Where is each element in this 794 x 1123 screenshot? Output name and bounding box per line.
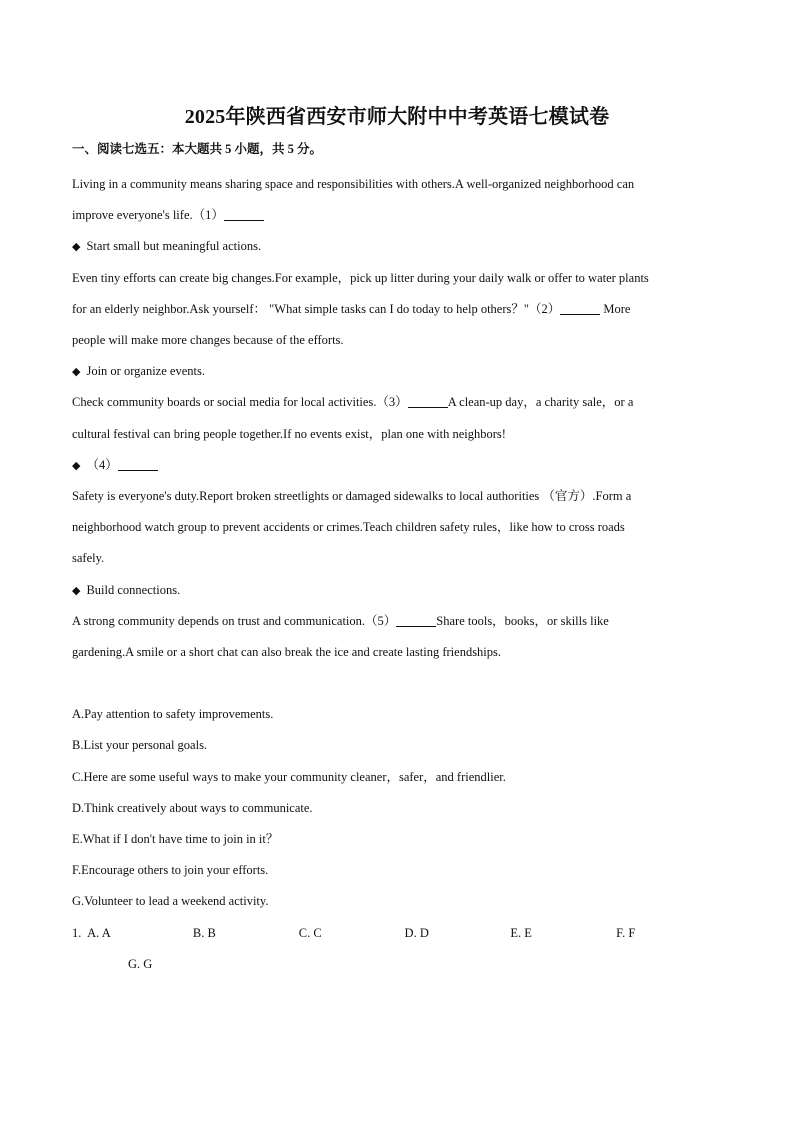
passage-line [72, 606, 722, 637]
passage-text: improve everyone's life.（1） [72, 208, 224, 223]
passage-line [72, 387, 722, 418]
page-title: 2025年陕西省西安市师大附中中考英语七模试卷 [184, 106, 610, 128]
passage-line: Even tiny efforts can create big changes.For example，pick up litter during your daily walk or offer to water plants [72, 270, 649, 285]
passage-line: gardening.A smile or a short chat can also break the ice and create lasting friendships. [72, 645, 502, 660]
spacer [72, 668, 722, 699]
subheading-text: Start small but meaningful actions. [86, 239, 262, 254]
subheading-text: （4） [86, 457, 118, 472]
document-page [72, 100, 722, 980]
subheading-text: Build connections. [86, 582, 181, 597]
passage-line [72, 200, 722, 231]
passage-text: More [600, 301, 631, 316]
subheading-4 [72, 575, 722, 606]
passage-line [72, 294, 722, 325]
passage-line: people will make more changes because of the efforts. [72, 333, 344, 348]
choice-f[interactable]: F. F [616, 925, 636, 940]
passage-line: cultural festival can bring people together.If no events exist，plan one with neighbors! [72, 426, 506, 441]
answer-blank-1 [224, 206, 264, 221]
choice-a[interactable]: A. A [87, 925, 111, 940]
option-c: C.Here are some useful ways to make your community cleaner，safer，and friendlier. [72, 769, 506, 784]
diamond-bullet-icon: ◆ [72, 365, 81, 379]
option-a: A.Pay attention to safety improvements. [72, 707, 274, 722]
passage-text: A clean-up day，a charity sale，or a [447, 395, 634, 410]
passage-line: Safety is everyone's duty.Report broken streetlights or damaged sidewalks to local authorities （官方）.Form a [72, 489, 632, 504]
answer-blank-5 [396, 612, 436, 627]
choice-g[interactable]: G. G [128, 956, 153, 971]
passage-line: safely. [72, 551, 105, 566]
question-1-choices [72, 918, 722, 949]
reading-passage [72, 169, 722, 668]
answer-blank-2 [560, 300, 600, 315]
option-e: E.What if I don't have time to join in it？ [72, 832, 279, 847]
section-heading: 一、阅读七选五：本大题共 5 小题，共 5 分。 [72, 142, 323, 156]
question-number: 1. [72, 925, 82, 940]
subheading-3 [72, 450, 722, 481]
diamond-bullet-icon: ◆ [72, 458, 81, 472]
option-b: B.List your personal goals. [72, 738, 208, 753]
passage-text: Share tools，books，or skills like [436, 613, 609, 628]
passage-text: for an elderly neighbor.Ask yourself： "What simple tasks can I do today to help others？"（2） [72, 301, 561, 316]
answer-blank-4 [118, 456, 158, 471]
diamond-bullet-icon: ◆ [72, 240, 81, 254]
subheading-2 [72, 356, 722, 387]
subheading-text: Join or organize events. [86, 364, 205, 379]
passage-line: Living in a community means sharing space and responsibilities with others.A well-organized neighborhood can [72, 177, 635, 191]
diamond-bullet-icon: ◆ [72, 583, 81, 597]
choice-b[interactable]: B. B [192, 925, 216, 940]
answer-blank-3 [408, 393, 448, 408]
passage-text: A strong community depends on trust and communication.（5） [72, 613, 397, 628]
option-f: F.Encourage others to join your efforts. [72, 863, 269, 878]
choice-e[interactable]: E. E [510, 925, 532, 940]
options-list [72, 699, 722, 917]
choice-d[interactable]: D. D [404, 925, 429, 940]
option-d: D.Think creatively about ways to communicate. [72, 800, 313, 815]
choice-c[interactable]: C. C [298, 925, 322, 940]
passage-text: Check community boards or social media for local activities.（3） [72, 395, 408, 410]
subheading-1 [72, 231, 722, 262]
option-g: G.Volunteer to lead a weekend activity. [72, 894, 269, 909]
passage-line: neighborhood watch group to prevent accidents or crimes.Teach children safety rules，like how to cross roads [72, 520, 625, 535]
